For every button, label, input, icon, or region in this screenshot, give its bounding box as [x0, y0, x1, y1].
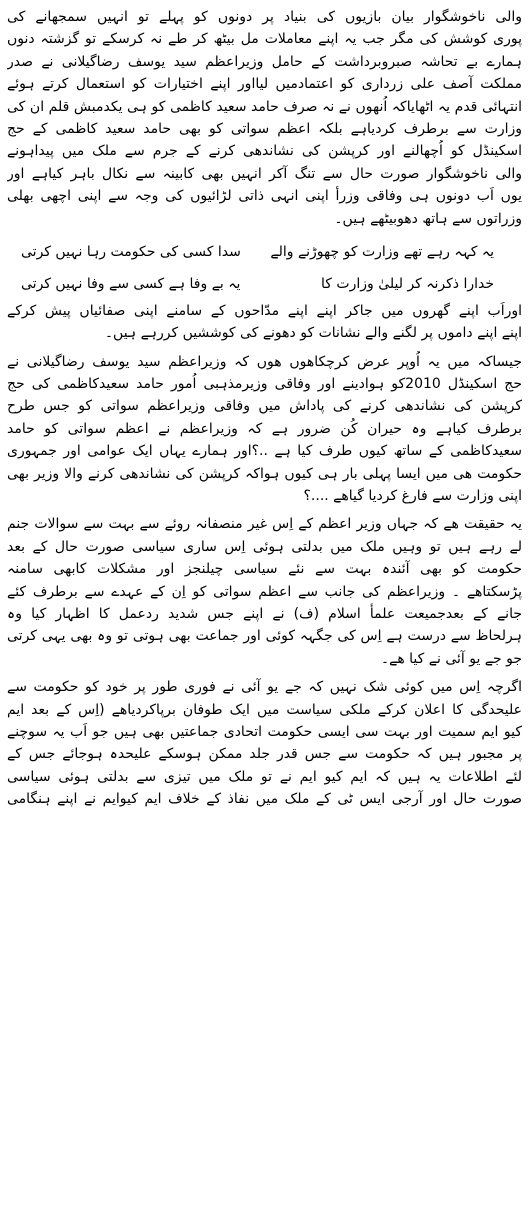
couplet-line-1-first-half: یہ کہہ رہے تھے وزارت کو چھوڑنے والے — [270, 243, 494, 260]
paragraph-4 — [7, 513, 522, 670]
paragraph-5 — [7, 676, 522, 810]
text-line: مملکت آصف علی زرداری کو اعتمادمیں لیااور اپنے اختیارات کو استعمال کرتے ہوئے — [7, 76, 522, 93]
text-line: حکومت کو بھی آئندہ بہت سے نئے سیاسی چیلنجز اور مشکلات کابھی سامنہ — [7, 561, 522, 578]
paragraph-2 — [7, 300, 522, 345]
text-line: یہ حقیقت ھے کہ جہاں وزیر اعظم کے اِس غیر منصفانہ روئے سے بہت سے سوالات جنم — [7, 516, 522, 533]
text-line: حج اسکینڈل 2010کو ہوادینے اور وفاقی وزیرمذہبی اُمور حامد سعیدکاظمی کی حج — [7, 376, 522, 393]
text-line: وزراتوں سے ہاتھ دھوبیٹھے ہیں۔ — [334, 210, 522, 227]
text-line: جیساکہ میں یہ اُوپر عرض کرچکاھوں ھوں کہ وزیراعظم سید یوسف رضاگیلانی نے — [7, 353, 522, 370]
poetry-couplet — [7, 236, 522, 300]
text-line: والی ناخوشگوار بیان بازیوں کی بنیاد پر دونوں کو پہلے تو انہیں سمجھانے کی — [7, 9, 522, 25]
text-line: جانے کے بعدجمیعت علمأ اسلام (ف) نے اپنے جس شدید ردعمل کا اظہار کیا وہ — [7, 605, 522, 622]
text-line: کرپشن کی نشاندھی کرنے کی پاداش میں وفاقی وزیراعظم سواتی کو جس طرح — [7, 398, 522, 415]
text-line: سعیدکاظمی کے ساتھ کیوں طرف کیا ہے ..؟اور ہمارے یہاں ایک عوامی اور جمہوری — [7, 443, 522, 460]
paragraph-3 — [7, 351, 522, 508]
text-line: یوں اَب دونوں ہی وفاقی وزرأ اپنی انہی ذاتی لڑائیوں کی وجہ سے اپنی اچھی بھلی — [7, 188, 522, 205]
text-line: کیو ایم سمیت اور بہت سی ایسی حکومت اتحادی جماعتیں بھی ہیں جو اَب یہ سوچنے — [7, 723, 522, 740]
text-line: جو جے یو آئی نے کیا ھے۔ — [380, 650, 522, 667]
text-line: وزارت سے برطرف کردیاہے بلکہ اعظم سواتی کو بھی حامد سعید کاظمی کے حج — [7, 120, 522, 137]
paragraph-1 — [7, 6, 522, 230]
text-line: لے رہے ہیں تو وہیں ملک میں بدلتی ہوئی اِس ساری سیاسی صورت حال کے بعد — [7, 538, 522, 555]
text-line: ہرلحاظ سے درست ہے اِس کی جگہہ کوئی اور جماعت بھی ہوتی تو وہ بھی یہی کرتی — [7, 628, 522, 645]
couplet-line-2 — [7, 268, 522, 300]
text-line: پوری کوشش کی مگر جب یہ اپنے معاملات مل بیٹھ کر طے نہ کرسکے تو گزشتہ دنوں — [7, 31, 522, 48]
couplet-line-2-second-half: یہ بے وفا ہے کسی سے وفا نہیں کرتی — [21, 275, 241, 292]
text-line: اپنے اپنے داموں پر لگنے والے نشانات کو دھونے کی کوششیں کررہے ہیں۔ — [104, 325, 522, 342]
text-line: پر مجبور ہیں کہ حکومت سے جس قدر جلد ممکن ہوسکے علیحدہ ہوجائے جس کے — [7, 746, 522, 763]
text-line: ہمارے بے تحاشہ صبروبرداشت کے حامل وزیراعظم سید یوسف رضاگیلانی نے صدر — [7, 53, 522, 70]
text-line: انتہائی قدم یہ اٹھایاکہ اُنھوں نے نہ صرف حامد سعید کاظمی کو ہی یکدمبش قلم ان کی — [7, 98, 522, 115]
text-line: علیحدگی کا اعلان کرکے ملکی سیاست میں ایک طوفان برپاکردیاھے (اِس کے بعد ایم — [7, 701, 522, 718]
text-line: حکومت ھی میں ایسا پہلی بار ہی کیوں ہواکہ کرپشن کی نشاندھی کرنے والا وزیر بھی — [7, 465, 522, 482]
text-line: لئے اطلاعات یہ ہیں کہ ایم کیو ایم نے تو ملک میں تیزی سے بدلتی ہوئی سیاسی — [7, 768, 522, 785]
text-line: اپنی وزارت سے فارغ کردیا گیاھے ....؟ — [303, 488, 522, 505]
couplet-line-2-first-half: خدارا ذکرنہ کر لیلیٰ وزارت کا — [321, 275, 494, 292]
couplet-line-1-second-half: سدا کسی کی حکومت رہا نہیں کرتی — [21, 243, 241, 260]
text-line: اگرچہ اِس میں کوئی شک نہیں کہ جے یو آئی نے فوری طور پر خود کو حکومت سے — [7, 679, 522, 696]
text-line: پڑسکتاھے ۔ وزیراعظم کی جانب سے اعظم سواتی کو اِن کے عہدے سے برطرف کئے — [7, 583, 522, 600]
text-line: اوراَب اپنے گھروں میں جاکر اپنے اپنے مدّاحوں کے سامنے اپنی صفائیاں پیش کرکے — [7, 302, 522, 319]
couplet-line-1 — [7, 236, 522, 268]
text-line: والی ناخوشگوار صورت حال سے تنگ آکر انہیں بھی کابینہ سے نکال باہر کیاہے اور — [7, 165, 522, 182]
text-line: اسکینڈل کو اُچھالنے اور کرپشن کی نشاندھی کرنے کے جرم سے ملک میں پیداہونے — [7, 143, 522, 160]
text-line: صورت حال اور آرجی ایس ٹی کے ملک میں نفاذ کے خلاف ایم کیوایم نے اپنے ہنگامی — [7, 791, 522, 808]
text-line: برطرف کیاہے وہ حیران کُن ضرور ہے کہ وزیراعظم نے اعظم سواتی کو حامد — [7, 420, 522, 437]
